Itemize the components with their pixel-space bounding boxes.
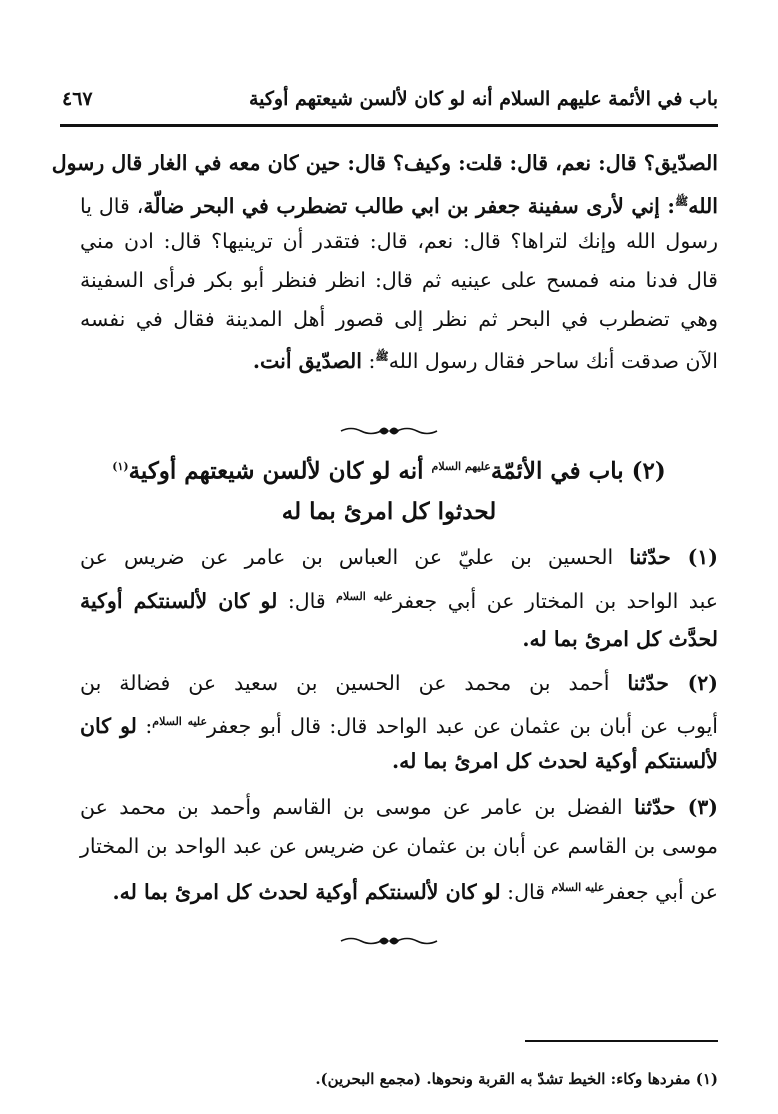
text-segment: الآن صدقت أنك ساحر فقال رسول الله (388, 348, 718, 373)
text-segment: لألسنتكم أوكية لحدث كل امرئ بما له. (392, 749, 718, 773)
honorific-text: عليه السلام (152, 715, 208, 728)
honorific-text: ﷺ (674, 195, 689, 208)
honorific-text: عليه السلام (551, 881, 605, 894)
body-line (51, 148, 718, 178)
text-segment: الصدّيق أنت. (252, 348, 362, 373)
footnote-rule (525, 1040, 718, 1042)
running-header (62, 84, 718, 120)
body-line (80, 226, 718, 256)
text-segment: لو كان (80, 713, 137, 738)
text-segment: : إني لأرى سفينة جعفر بن ابي طالب تضطرب في البحر ضالّة (143, 193, 675, 218)
hadith-line (80, 707, 718, 741)
page-number: ٤٦٧ (62, 88, 93, 110)
hadith-line (80, 873, 718, 907)
text-segment: لو كان لألسنتكم أوكية لحدث كل امرئ بما له. (112, 879, 501, 904)
text-segment: الحسين بن عليّ عن العباس بن عامر عن ضريس عن (80, 545, 630, 569)
text-segment: : (136, 713, 153, 738)
honorific-text: (١) (112, 460, 129, 473)
section-heading (60, 497, 718, 527)
text-segment: قال: (500, 879, 552, 904)
hadith-line (80, 582, 718, 616)
text-segment: لو كان لألسنتكم أوكية (80, 588, 278, 613)
text-segment: أنه لو كان لألسن شيعتهم أوكية (128, 457, 432, 485)
hadith-first-line (80, 542, 718, 572)
text-segment: ، قال يا (80, 193, 144, 218)
text-segment: (٣) حدّثنا (634, 795, 718, 819)
text-segment: عبد الواحد بن المختار عن أبي جعفر (392, 588, 718, 613)
honorific-text: ﷺ (375, 350, 389, 363)
honorific-text: عليه السلام (336, 590, 393, 603)
text-segment: الله (688, 193, 718, 218)
text-segment: (١) حدّثنا (629, 545, 718, 569)
text-segment: (٢) باب في الأئمّة (490, 457, 666, 485)
text-segment: لحدثوا كل امرئ بما له (281, 498, 497, 525)
body-line (80, 342, 718, 376)
hadith-line (80, 746, 718, 776)
text-segment: موسى بن القاسم عن أبان بن عثمان عن ضريس عن عبد الواحد بن المختار (80, 834, 718, 858)
text-segment: : (361, 348, 376, 373)
ornament-divider-icon (339, 934, 439, 948)
text-segment: لحدَّث كل امرئ بما له. (522, 627, 718, 651)
text-segment: (٢) حدّثنا (627, 671, 718, 695)
body-line (80, 304, 718, 334)
hadith-first-line (80, 792, 718, 822)
ornament-divider-icon (339, 424, 439, 438)
text-segment: وهي تضطرب في البحر ثم نظر إلى قصور أهل المدينة فقال في نفسه (80, 307, 718, 331)
body-line (80, 265, 718, 295)
text-segment: رسول الله وإنك لتراها؟ قال: نعم، قال: فتقدر أن ترينيها؟ قال: ادن مني (80, 229, 718, 253)
text-segment: أيوب عن أبان بن عثمان عن عبد الواحد قال: قال أبو جعفر (207, 713, 718, 738)
text-segment: قال: (277, 588, 337, 613)
text-segment: الصدّيق؟ قال: نعم، قال: قلت: وكيف؟ قال: حين كان معه في الغار قال رسول (51, 151, 718, 175)
hadith-line (80, 624, 718, 654)
honorific-text: عليهم السلام (431, 460, 491, 473)
text-segment: الفضل بن عامر عن موسى بن القاسم وأحمد بن محمد عن (80, 795, 634, 819)
hadith-line (80, 831, 718, 861)
hadith-first-line (80, 668, 718, 698)
body-line (80, 187, 718, 221)
text-segment: أحمد بن محمد عن الحسين بن سعيد عن فضالة بن (80, 671, 628, 695)
footnote: (١) مفردها وكاء: الخيط تشدّ به القربة ونحوها. (مجمع البحرين). (315, 1070, 718, 1088)
text-segment: عن أبي جعفر (604, 879, 718, 904)
section-heading (60, 452, 718, 487)
text-segment: قال فدنا منه فمسح على عينيه ثم قال: انظر فنظر أبو بكر فرأى السفينة (80, 268, 718, 292)
running-title: باب في الأئمة عليهم السلام أنه لو كان لألسن شيعتهم أوكية (248, 88, 718, 110)
header-rule (60, 124, 718, 127)
